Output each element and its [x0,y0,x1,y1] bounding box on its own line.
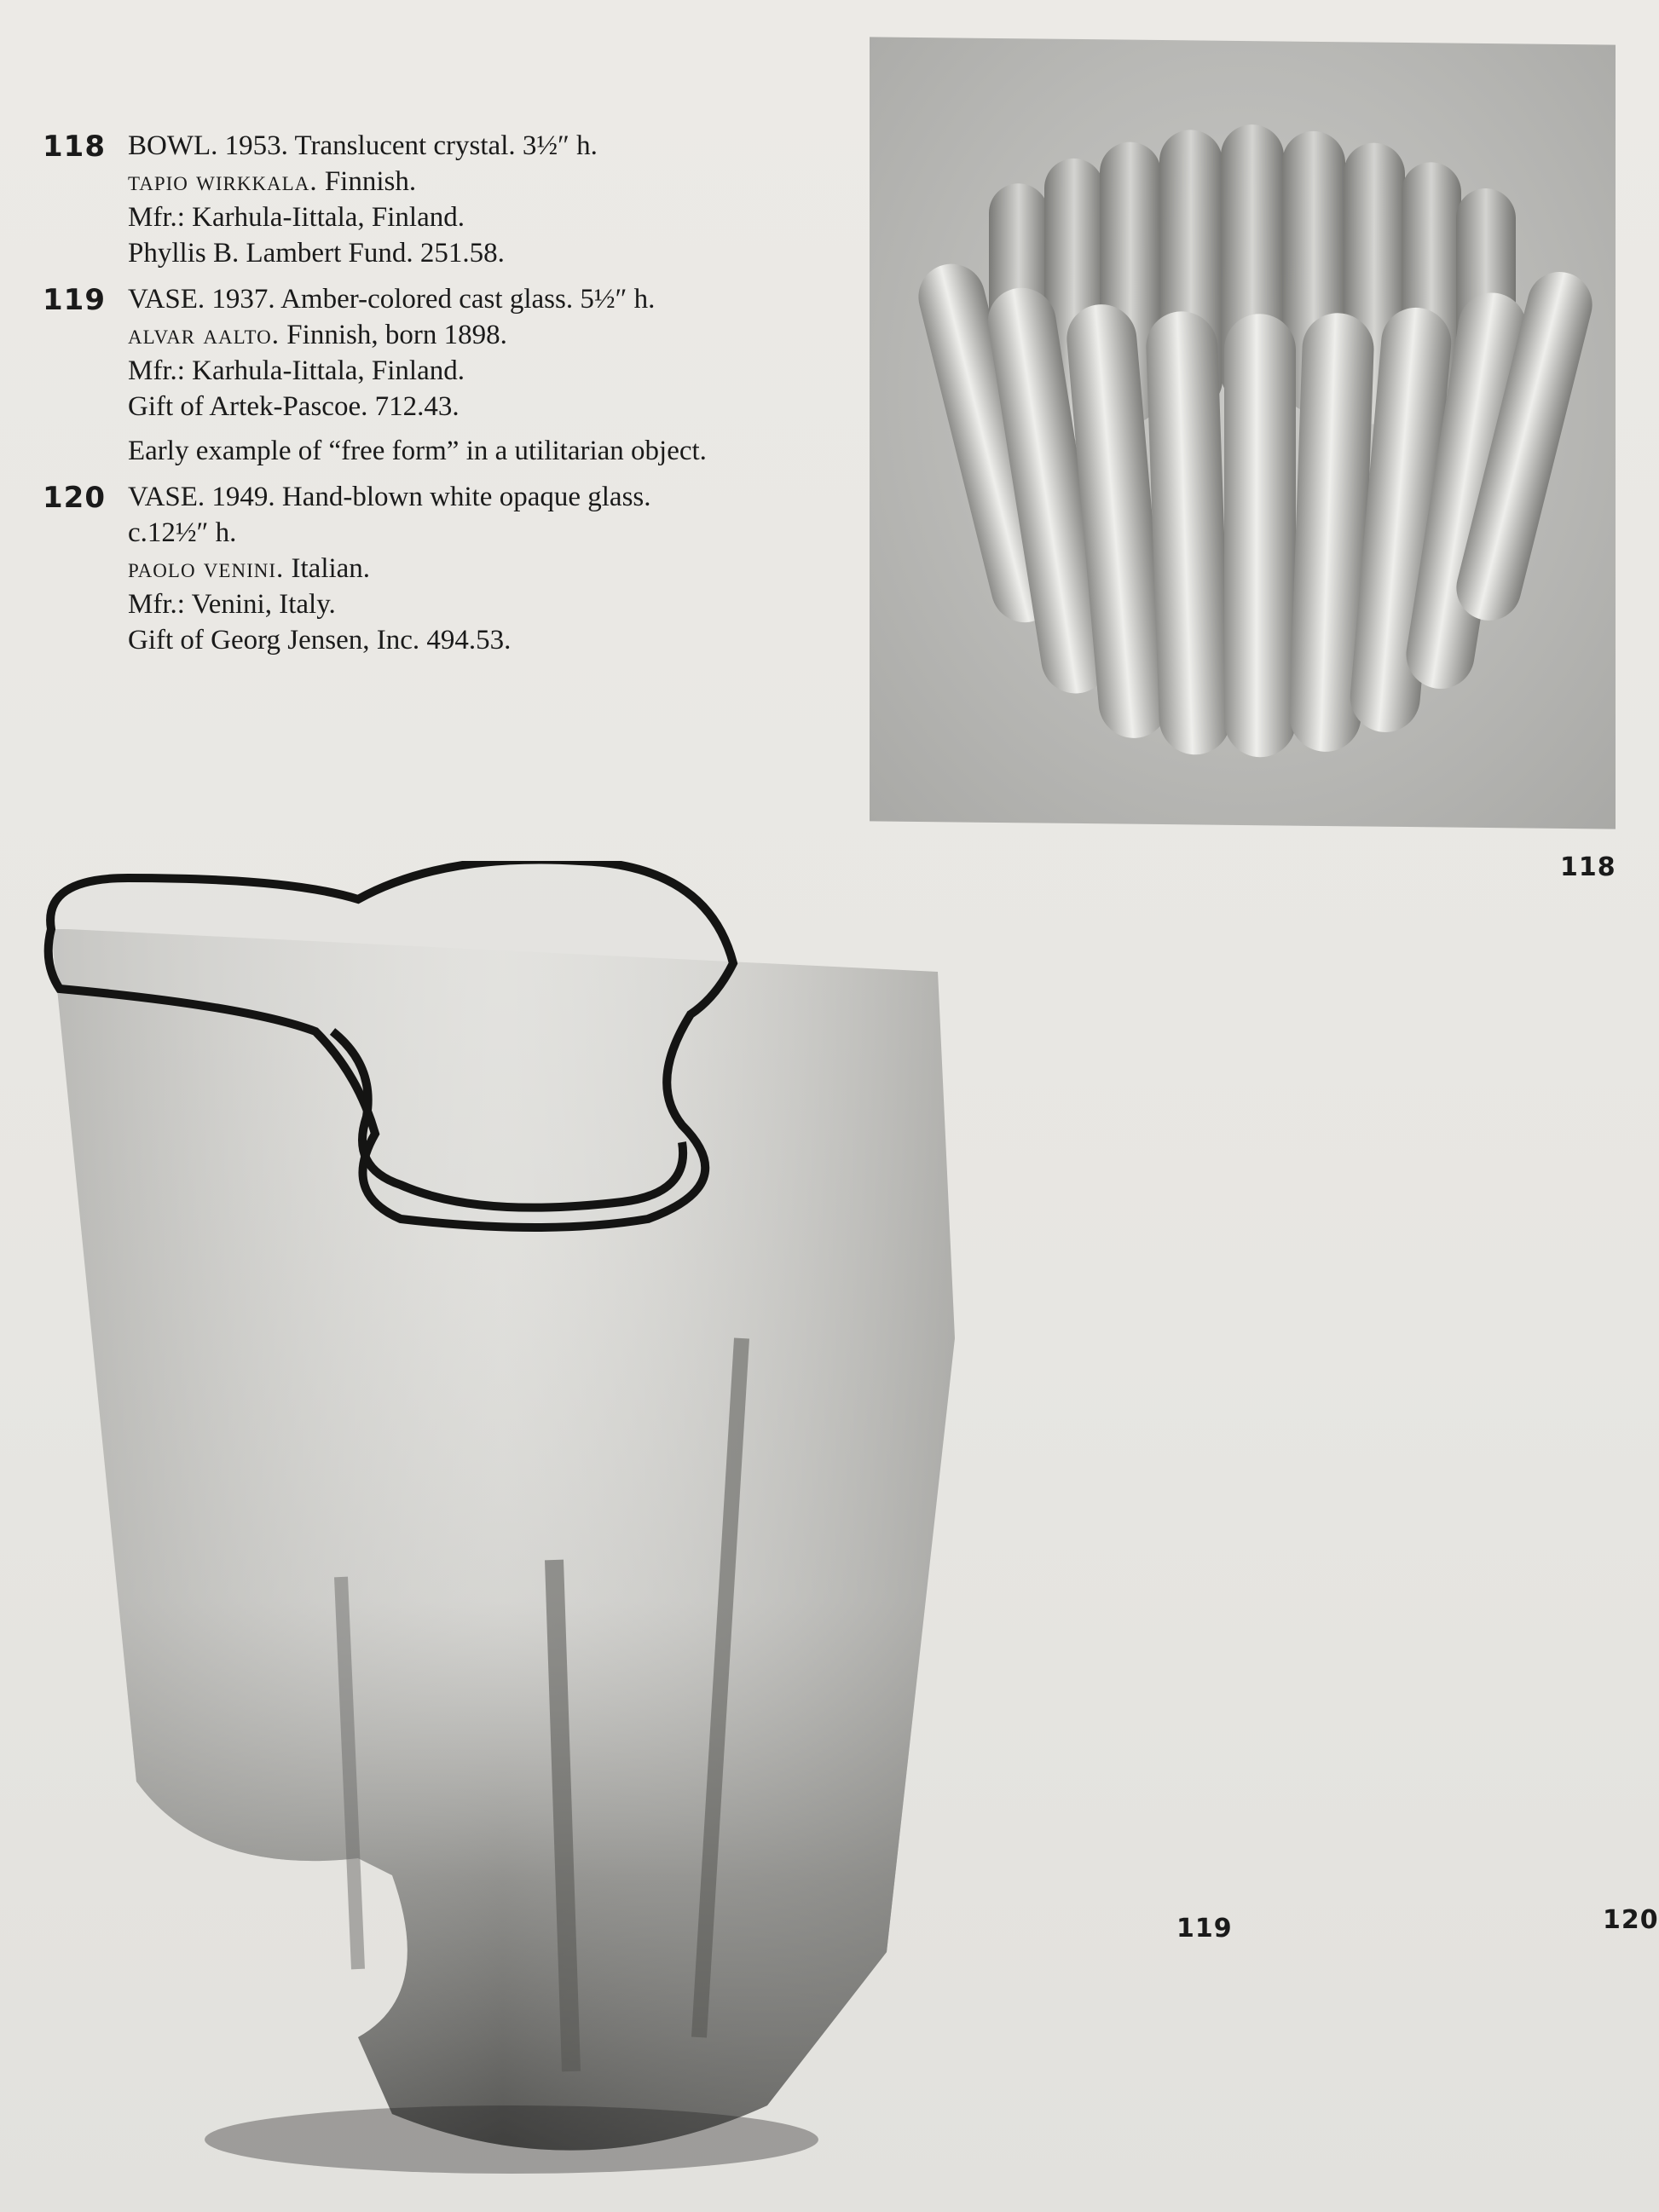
entry-number: 120 [43,481,106,515]
designer-name: alvar aalto. [128,320,280,350]
entry-designer-line [128,551,810,586]
entry-credit: Phyllis B. Lambert Fund. 251.58. [128,238,505,269]
entry-118 [43,128,810,271]
entry-credit: Gift of Artek-Pascoe. 712.43. [128,391,460,422]
designer-nationality: Finnish. [317,166,417,197]
entry-number: 118 [43,130,106,164]
catalogue-entries [43,128,810,668]
entry-119 [43,281,810,469]
vase-photo [34,861,1211,2199]
entry-number: 119 [43,283,106,317]
bowl-photo [870,37,1616,829]
designer-name: paolo venini. [128,553,285,584]
entry-120 [43,479,810,658]
designer-name: tapio wirkkala. [128,166,318,197]
entry-manufacturer: Mfr.: Karhula-Iittala, Finland. [128,202,465,233]
figure-label-119: 119 [1176,1914,1233,1943]
entry-manufacturer: Mfr.: Karhula-Iittala, Finland. [128,355,465,386]
entry-title-line: VASE. 1937. Amber-colored cast glass. 5½″ h. [128,284,656,315]
designer-nationality: Italian. [284,553,371,584]
figure-label-120: 120 [1603,1905,1659,1935]
entry-manufacturer: Mfr.: Venini, Italy. [128,589,336,620]
entry-title-line: VASE. 1949. Hand-blown white opaque glass. [128,482,651,512]
entry-title-line: BOWL. 1953. Translucent crystal. 3½″ h. [128,130,598,161]
vase-illustration [34,861,1211,2199]
entry-dimension-line: c.12½″ h. [128,517,237,548]
entry-credit: Gift of Georg Jensen, Inc. 494.53. [128,625,512,656]
figure-label-118: 118 [1560,852,1616,882]
designer-nationality: Finnish, born 1898. [280,320,507,350]
entry-designer-line [128,164,810,199]
entry-designer-line [128,317,810,353]
entry-note: Early example of “free form” in a utilitarian object. [128,436,707,466]
bowl-illustration [870,37,1616,829]
